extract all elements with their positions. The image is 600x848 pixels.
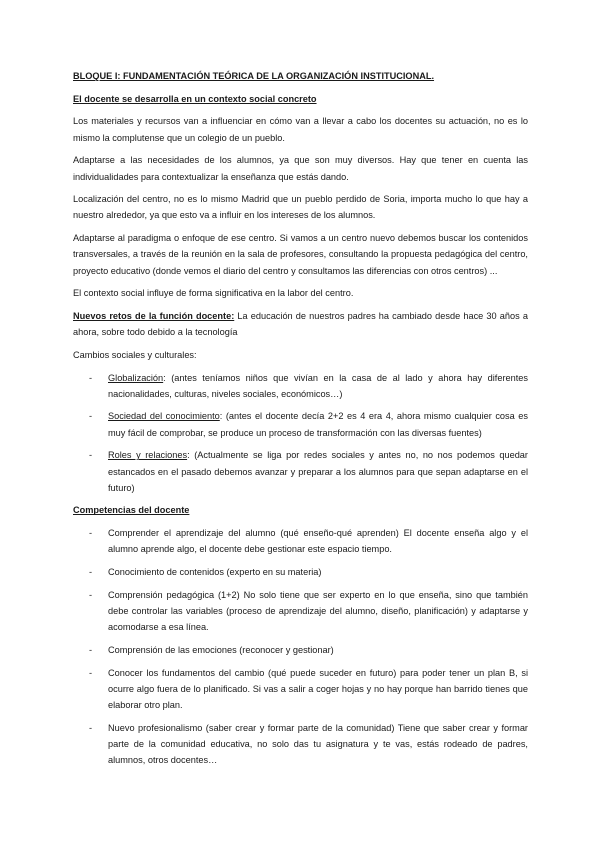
document-page <box>73 68 528 775</box>
list-item-text: Nuevo profesionalismo (saber crear y formar parte de la comunidad) Tiene que saber crear y formar parte de la comunidad educativa, no solo das tu asignatura y te vas, estás rodeado de padres, alumnos, otros docentes… <box>108 722 528 766</box>
paragraph: Los materiales y recursos van a influenciar en cómo van a llevar a cabo los docentes su actuación, no es lo mismo la complutense que un colegio de un pueblo. <box>73 116 528 143</box>
list-item-term: Roles y relaciones <box>108 450 188 461</box>
document-title: BLOQUE I: FUNDAMENTACIÓN TEÓRICA DE LA ORGANIZACIÓN INSTITUCIONAL. <box>73 71 435 81</box>
dash-bullet: - <box>89 667 93 678</box>
paragraph: Localización del centro, no es lo mismo Madrid que un pueblo perdido de Soria, importa mucho lo que hay a nuestro alrededor, ya que esto va a influir en los intereses de los alumnos. <box>73 194 528 221</box>
list-item-text: Conocer los fundamentos del cambio (qué puede suceder en futuro) para poder tener un plan B, si ocurre algo fuera de lo planificado. Si vas a salir a coger hojas y no hay porque han barrido tienes que elaborar otro plan. <box>108 667 528 710</box>
paragraph: Adaptarse al paradigma o enfoque de ese centro. Si vamos a un centro nuevo debemos buscar los contenidos transversales, a través de la reunión en la sala de profesores, consultando la propuesta pedagógica del centro, proyecto educativo (donde vemos el diario del centro y consultamos las diferencias con otros centros) ... <box>73 233 528 276</box>
list-item <box>73 564 528 580</box>
dash-bullet: - <box>89 722 93 733</box>
list-item-text: Comprender el aprendizaje del alumno (qué enseño-qué aprenden) El docente enseña algo y el alumno aprende algo, el docente debe gestionar este espacio tiempo. <box>108 528 528 555</box>
list-item <box>73 665 528 714</box>
competencias-heading: Competencias del docente <box>73 505 190 516</box>
list-item-text: : (antes teníamos niños que vivían en la casa de al lado y ahora hay diferentes nacionalidades, culturas, niveles sociales, económicos…) <box>108 372 528 399</box>
list-item <box>73 370 528 402</box>
list-item-text: Comprensión de las emociones (reconocer y gestionar) <box>108 644 334 655</box>
paragraph: El contexto social influye de forma significativa en la labor del centro. <box>73 288 354 299</box>
list-item-term: Globalización <box>108 372 164 383</box>
list-item-term: Sociedad del conocimiento <box>108 411 220 422</box>
list-item <box>73 525 528 557</box>
dash-bullet: - <box>89 450 93 461</box>
dash-bullet: - <box>89 411 93 422</box>
dash-bullet: - <box>89 567 93 578</box>
dash-bullet: - <box>89 589 93 600</box>
cambios-label: Cambios sociales y culturales: <box>73 349 197 360</box>
list-item <box>73 408 528 440</box>
retos-paragraph <box>73 308 528 340</box>
retos-text: La educación de nuestros padres ha cambiado desde hace 30 años a ahora, sobre todo debido a la tecnología <box>73 310 528 338</box>
list-item-text: Comprensión pedagógica (1+2) No solo tiene que ser experto en lo que enseña, sino que también debe controlar las variables (proceso de aprendizaje del alumno, diseño, planificación) y adaptarse y acomodarse a esa línea. <box>108 589 528 633</box>
retos-heading: Nuevos retos de la función docente: <box>73 310 235 321</box>
list-item-text: Conocimiento de contenidos (experto en su materia) <box>108 567 322 578</box>
dash-bullet: - <box>89 528 93 539</box>
paragraph: Adaptarse a las necesidades de los alumnos, ya que son muy diversos. Hay que tener en cuenta las individualidades para contextualizar la enseñanza que estás dando. <box>73 155 528 182</box>
cambios-list <box>73 370 528 496</box>
dash-bullet: - <box>89 372 93 383</box>
list-item <box>73 587 528 636</box>
list-item-text: : (antes el docente decía 2+2 es 4 era 4, ahora mismo cualquier cosa es muy fácil de comprobar, se produce un proceso de transformación con las diversas fuentes) <box>108 411 528 438</box>
list-item <box>73 447 528 496</box>
competencias-list <box>73 525 528 768</box>
section-subtitle: El docente se desarrolla en un contexto social concreto <box>73 94 317 105</box>
list-item-text: : (Actualmente se liga por redes sociales y antes no, no nos podemos quedar estancados en el pasado debemos avanzar y preparar a los alumnos para que sepan adaptarse en el futuro) <box>108 450 528 493</box>
dash-bullet: - <box>89 644 93 655</box>
list-item <box>73 720 528 769</box>
list-item <box>73 642 528 658</box>
